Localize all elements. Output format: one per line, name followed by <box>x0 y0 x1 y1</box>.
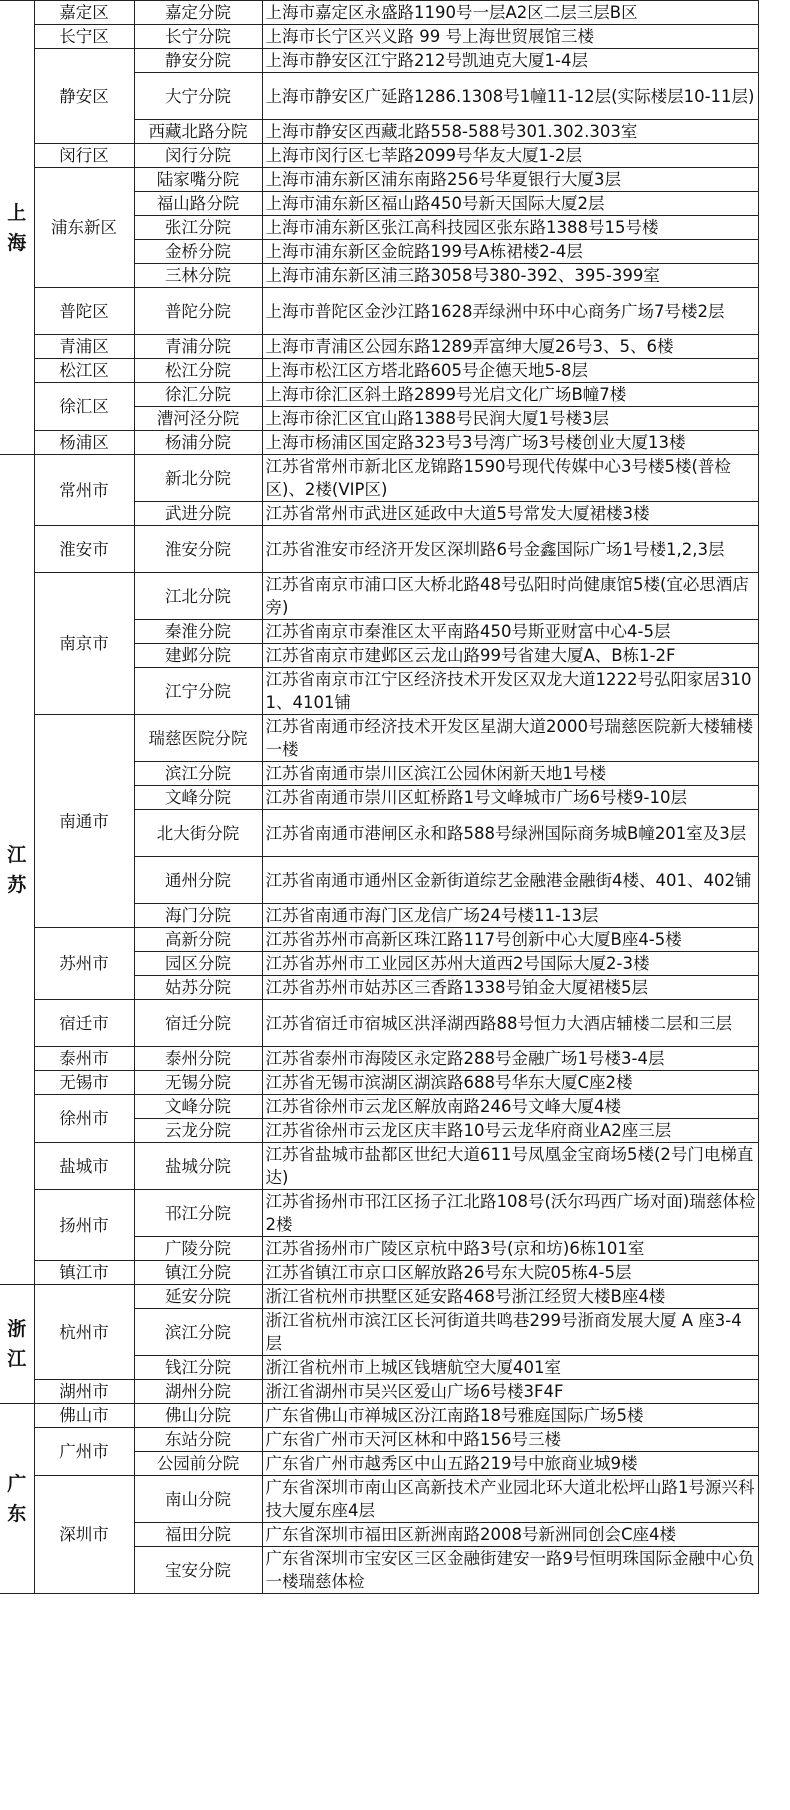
branch-cell: 佛山分院 <box>134 1404 262 1428</box>
address-cell: 上海市长宁区兴义路 99 号上海世贸展馆三楼 <box>262 25 758 49</box>
address-cell: 上海市浦东新区张江高科技园区张东路1388号15号楼 <box>262 216 758 240</box>
city-cell: 淮安市 <box>34 526 134 573</box>
city-cell: 盐城市 <box>34 1143 134 1190</box>
table-row <box>0 1 758 25</box>
branch-cell: 文峰分院 <box>134 1095 262 1119</box>
city-cell: 苏州市 <box>34 928 134 1000</box>
branch-cell: 北大街分院 <box>134 810 262 857</box>
address-cell: 上海市徐汇区斜土路2899号光启文化广场B幢7楼 <box>262 383 758 407</box>
address-cell: 广东省深圳市福田区新洲南路2008号新洲同创会C座4楼 <box>262 1523 758 1547</box>
address-cell: 上海市浦东新区浦三路3058号380-392、395-399室 <box>262 264 758 288</box>
city-cell: 杭州市 <box>34 1285 134 1380</box>
address-cell: 上海市杨浦区国定路323号3号湾广场3号楼创业大厦13楼 <box>262 431 758 455</box>
address-cell: 江苏省南京市江宁区经济技术开发区双龙大道1222号弘阳家居3101、4101铺 <box>262 668 758 715</box>
address-cell: 浙江省湖州市吴兴区爱山广场6号楼3F4F <box>262 1380 758 1404</box>
branch-cell: 松江分院 <box>134 359 262 383</box>
city-cell: 松江区 <box>34 359 134 383</box>
address-cell: 江苏省宿迁市宿城区洪泽湖西路88号恒力大酒店辅楼二层和三层 <box>262 1000 758 1047</box>
branch-cell: 漕河泾分院 <box>134 407 262 431</box>
address-cell: 江苏省扬州市广陵区京杭中路3号(京和坊)6栋101室 <box>262 1237 758 1261</box>
table-row <box>0 1428 758 1452</box>
city-cell: 浦东新区 <box>34 168 134 288</box>
branch-cell: 宿迁分院 <box>134 1000 262 1047</box>
address-cell: 广东省深圳市宝安区三区金融街建安一路9号恒明珠国际金融中心负一楼瑞慈体检 <box>262 1547 758 1594</box>
address-cell: 上海市闵行区七莘路2099号华友大厦1-2层 <box>262 144 758 168</box>
address-cell: 江苏省南京市秦淮区太平南路450号斯亚财富中心4-5层 <box>262 620 758 644</box>
city-cell: 广州市 <box>34 1428 134 1476</box>
branch-cell: 广陵分院 <box>134 1237 262 1261</box>
branch-cell: 云龙分院 <box>134 1119 262 1143</box>
branch-cell: 高新分院 <box>134 928 262 952</box>
branch-cell: 静安分院 <box>134 49 262 73</box>
branch-cell: 江宁分院 <box>134 668 262 715</box>
address-cell: 广东省广州市越秀区中山五路219号中旅商业城9楼 <box>262 1452 758 1476</box>
address-cell: 广东省深圳市南山区高新技术产业园北环大道北松坪山路1号源兴科技大厦东座4层 <box>262 1476 758 1523</box>
address-cell: 江苏省盐城市盐都区世纪大道611号凤凰金宝商场5楼(2号门电梯直达) <box>262 1143 758 1190</box>
province-label: 上海 <box>7 201 27 254</box>
city-cell: 扬州市 <box>34 1190 134 1261</box>
branch-cell: 无锡分院 <box>134 1071 262 1095</box>
branch-cell: 福山路分院 <box>134 192 262 216</box>
table-row <box>0 335 758 359</box>
branch-cell: 新北分院 <box>134 455 262 502</box>
branch-cell: 西藏北路分院 <box>134 120 262 144</box>
province-cell <box>0 455 34 1285</box>
table-row <box>0 1285 758 1309</box>
address-cell: 江苏省苏州市姑苏区三香路1338号铂金大厦裙楼5层 <box>262 976 758 1000</box>
table-body <box>0 1 758 1594</box>
table-row <box>0 1261 758 1285</box>
branch-cell: 园区分院 <box>134 952 262 976</box>
branch-cell: 闵行分院 <box>134 144 262 168</box>
address-cell: 江苏省苏州市工业园区苏州大道西2号国际大厦2-3楼 <box>262 952 758 976</box>
address-cell: 上海市浦东新区福山路450号新天国际大厦2层 <box>262 192 758 216</box>
address-cell: 江苏省南通市通州区金新街道综艺金融港金融街4楼、401、402铺 <box>262 857 758 904</box>
branch-cell: 钱江分院 <box>134 1356 262 1380</box>
branch-cell: 海门分院 <box>134 904 262 928</box>
address-cell: 广东省佛山市禅城区汾江南路18号雅庭国际广场5楼 <box>262 1404 758 1428</box>
city-cell: 青浦区 <box>34 335 134 359</box>
table-row <box>0 1190 758 1237</box>
table-row <box>0 1000 758 1047</box>
branch-cell: 湖州分院 <box>134 1380 262 1404</box>
address-cell: 江苏省无锡市滨湖区湖滨路688号华东大厦C座2楼 <box>262 1071 758 1095</box>
address-cell: 江苏省常州市新北区龙锦路1590号现代传媒中心3号楼5楼(普检区)、2楼(VIP区) <box>262 455 758 502</box>
city-cell: 无锡市 <box>34 1071 134 1095</box>
branch-cell: 三林分院 <box>134 264 262 288</box>
address-cell: 江苏省泰州市海陵区永定路288号金融广场1号楼3-4层 <box>262 1047 758 1071</box>
city-cell: 南通市 <box>34 715 134 928</box>
province-cell <box>0 1 34 455</box>
table-row <box>0 1047 758 1071</box>
address-cell: 上海市青浦区公园东路1289弄富绅大厦26号3、5、6楼 <box>262 335 758 359</box>
city-cell: 徐州市 <box>34 1095 134 1143</box>
table-row <box>0 1071 758 1095</box>
branch-cell: 杨浦分院 <box>134 431 262 455</box>
branch-cell: 通州分院 <box>134 857 262 904</box>
city-cell: 湖州市 <box>34 1380 134 1404</box>
city-cell: 长宁区 <box>34 25 134 49</box>
branch-cell: 秦淮分院 <box>134 620 262 644</box>
branch-cell: 福田分院 <box>134 1523 262 1547</box>
branch-cell: 东站分院 <box>134 1428 262 1452</box>
branch-cell: 江北分院 <box>134 573 262 620</box>
city-cell: 杨浦区 <box>34 431 134 455</box>
address-cell: 江苏省南通市经济技术开发区星湖大道2000号瑞慈医院新大楼辅楼一楼 <box>262 715 758 762</box>
table-row <box>0 928 758 952</box>
address-cell: 上海市普陀区金沙江路1628弄绿洲中环中心商务广场7号楼2层 <box>262 288 758 335</box>
address-cell: 江苏省徐州市云龙区庆丰路10号云龙华府商业A2座三层 <box>262 1119 758 1143</box>
address-cell: 江苏省南通市海门区龙信广场24号楼11-13层 <box>262 904 758 928</box>
address-cell: 江苏省镇江市京口区解放路26号东大院05栋4-5层 <box>262 1261 758 1285</box>
branch-cell: 普陀分院 <box>134 288 262 335</box>
address-cell: 上海市浦东新区金皖路199号A栋裙楼2-4层 <box>262 240 758 264</box>
branch-cell: 邗江分院 <box>134 1190 262 1237</box>
address-cell: 上海市静安区广延路1286.1308号1幢11-12层(实际楼层10-11层) <box>262 73 758 120</box>
branch-cell: 滨江分院 <box>134 1309 262 1356</box>
address-cell: 江苏省南通市崇川区滨江公园休闲新天地1号楼 <box>262 762 758 786</box>
table-row <box>0 431 758 455</box>
table-row <box>0 455 758 502</box>
branch-cell: 长宁分院 <box>134 25 262 49</box>
table-row <box>0 383 758 407</box>
city-cell: 普陀区 <box>34 288 134 335</box>
table-row <box>0 715 758 762</box>
address-cell: 浙江省杭州市滨江区长河街道共鸣巷299号浙商发展大厦 A 座3-4 层 <box>262 1309 758 1356</box>
branch-cell: 建邺分院 <box>134 644 262 668</box>
table-row <box>0 573 758 620</box>
address-cell: 上海市嘉定区永盛路1190号一层A2区二层三层B区 <box>262 1 758 25</box>
city-cell: 常州市 <box>34 455 134 526</box>
branch-cell: 淮安分院 <box>134 526 262 573</box>
address-cell: 上海市徐汇区宜山路1388号民润大厦1号楼3层 <box>262 407 758 431</box>
address-cell: 江苏省扬州市邗江区扬子江北路108号(沃尔玛西广场对面)瑞慈体检2楼 <box>262 1190 758 1237</box>
table-row <box>0 359 758 383</box>
table-row <box>0 1143 758 1190</box>
address-cell: 上海市静安区江宁路212号凯迪克大厦1-4层 <box>262 49 758 73</box>
city-cell: 深圳市 <box>34 1476 134 1594</box>
table-row <box>0 49 758 73</box>
province-cell <box>0 1404 34 1594</box>
table-row <box>0 526 758 573</box>
table-row <box>0 144 758 168</box>
table-row <box>0 288 758 335</box>
branch-cell: 泰州分院 <box>134 1047 262 1071</box>
branch-cell: 镇江分院 <box>134 1261 262 1285</box>
branch-cell: 青浦分院 <box>134 335 262 359</box>
province-label: 浙江 <box>7 1318 27 1370</box>
branch-cell: 金桥分院 <box>134 240 262 264</box>
city-cell: 嘉定区 <box>34 1 134 25</box>
province-label: 江苏 <box>7 843 27 896</box>
branch-cell: 陆家嘴分院 <box>134 168 262 192</box>
city-cell: 宿迁市 <box>34 1000 134 1047</box>
branch-cell: 嘉定分院 <box>134 1 262 25</box>
address-cell: 江苏省南通市港闸区永和路588号绿洲国际商务城B幢201室及3层 <box>262 810 758 857</box>
city-cell: 静安区 <box>34 49 134 144</box>
branch-cell: 盐城分院 <box>134 1143 262 1190</box>
city-cell: 闵行区 <box>34 144 134 168</box>
address-cell: 江苏省南通市崇川区虹桥路1号文峰城市广场6号楼9-10层 <box>262 786 758 810</box>
branch-cell: 延安分院 <box>134 1285 262 1309</box>
city-cell: 徐汇区 <box>34 383 134 431</box>
address-cell: 广东省广州市天河区林和中路156号三楼 <box>262 1428 758 1452</box>
table-row <box>0 1380 758 1404</box>
city-cell: 泰州市 <box>34 1047 134 1071</box>
address-cell: 江苏省苏州市高新区珠江路117号创新中心大厦B座4-5楼 <box>262 928 758 952</box>
address-cell: 江苏省常州市武进区延政中大道5号常发大厦裙楼3楼 <box>262 502 758 526</box>
address-cell: 江苏省淮安市经济开发区深圳路6号金鑫国际广场1号楼1,2,3层 <box>262 526 758 573</box>
address-cell: 江苏省南京市浦口区大桥北路48号弘阳时尚健康馆5楼(宜必思酒店旁) <box>262 573 758 620</box>
table-row <box>0 168 758 192</box>
branch-cell: 武进分院 <box>134 502 262 526</box>
city-cell: 南京市 <box>34 573 134 715</box>
branch-cell: 滨江分院 <box>134 762 262 786</box>
address-cell: 上海市松江区方塔北路605号企德天地5-8层 <box>262 359 758 383</box>
address-cell: 上海市静安区西藏北路558-588号301.302.303室 <box>262 120 758 144</box>
branch-cell: 南山分院 <box>134 1476 262 1523</box>
branch-cell: 大宁分院 <box>134 73 262 120</box>
branch-cell: 文峰分院 <box>134 786 262 810</box>
city-cell: 镇江市 <box>34 1261 134 1285</box>
table-row <box>0 25 758 49</box>
address-cell: 浙江省杭州市上城区钱塘航空大厦401室 <box>262 1356 758 1380</box>
address-cell: 上海市浦东新区浦东南路256号华夏银行大厦3层 <box>262 168 758 192</box>
province-cell <box>0 1285 34 1404</box>
address-cell: 江苏省南京市建邺区云龙山路99号省建大厦A、B栋1-2F <box>262 644 758 668</box>
address-cell: 浙江省杭州市拱墅区延安路468号浙江经贸大楼B座4楼 <box>262 1285 758 1309</box>
branch-cell: 张江分院 <box>134 216 262 240</box>
city-cell: 佛山市 <box>34 1404 134 1428</box>
branch-cell: 徐汇分院 <box>134 383 262 407</box>
table-row <box>0 1404 758 1428</box>
address-cell: 江苏省徐州市云龙区解放南路246号文峰大厦4楼 <box>262 1095 758 1119</box>
branch-cell: 宝安分院 <box>134 1547 262 1594</box>
branch-cell: 瑞慈医院分院 <box>134 715 262 762</box>
table-row <box>0 1095 758 1119</box>
table-row <box>0 1476 758 1523</box>
province-label: 广东 <box>7 1472 27 1525</box>
branch-cell: 公园前分院 <box>134 1452 262 1476</box>
branch-cell: 姑苏分院 <box>134 976 262 1000</box>
